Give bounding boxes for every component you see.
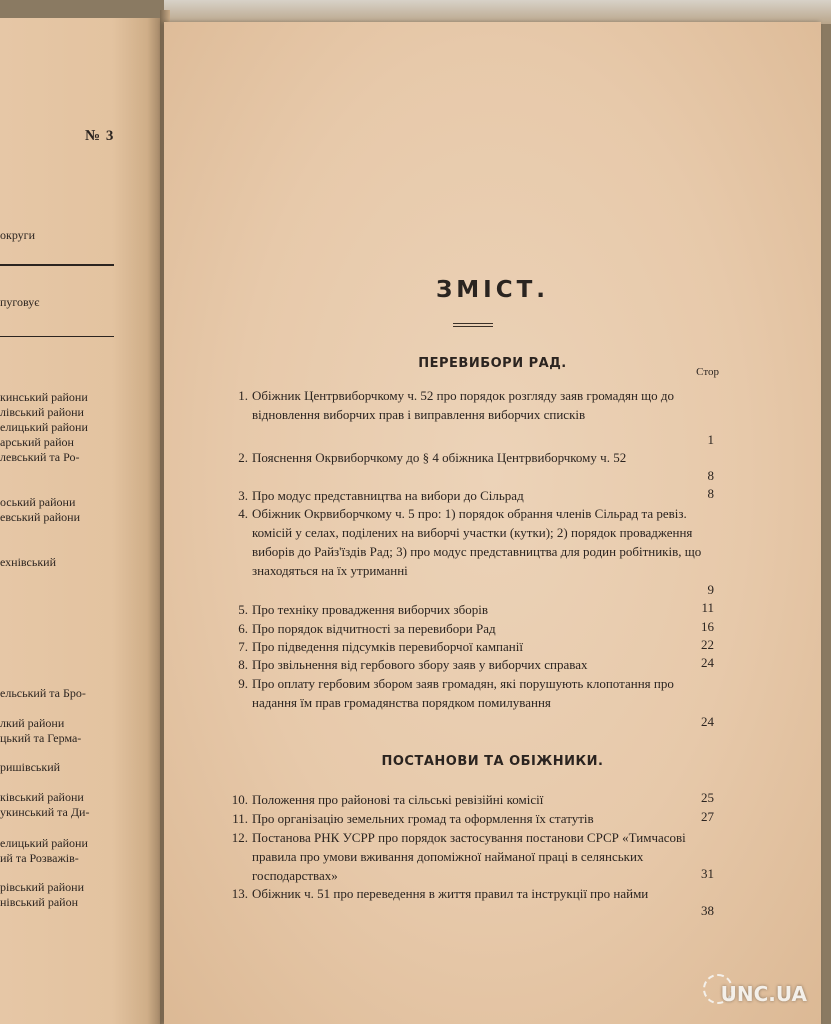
entry-text: Положення про районові та сільські ревізійні комісії — [252, 792, 544, 807]
entry-page: 24 — [701, 714, 714, 729]
left-fragment: укинський та Ди- — [0, 805, 90, 819]
left-fragment: кинський райони — [0, 390, 88, 404]
entry-text: Про підведення підсумків перевиборчої кампанії — [252, 639, 523, 654]
entry-number: 9. — [238, 676, 248, 691]
left-fragment: ельський та Бро- — [0, 686, 86, 700]
left-fragment: елицький райони — [0, 836, 88, 850]
left-page — [0, 18, 160, 1024]
left-divider — [0, 264, 114, 266]
toc-entry — [224, 884, 714, 903]
left-page-number: № 3 — [85, 128, 115, 144]
toc-entry — [224, 655, 714, 674]
toc-page — [164, 22, 821, 1024]
watermark-text: UNC.UA — [720, 982, 807, 1006]
toc-entry — [224, 809, 714, 828]
entry-number: 5. — [238, 602, 248, 617]
entry-page: 1 — [707, 432, 714, 447]
page-column-label: Стор — [696, 366, 719, 378]
left-fragment: лівський райони — [0, 405, 84, 419]
entry-text: Обіжник Окрвиборчкому ч. 5 про: 1) порядок обрання членів Сільрад та ревіз. комісій у селах, поділених на виборчі участки (кутки); 2) порядок провадження виборів до Райз'їздів Рад; 3) про модус представництва для родин робітників, що знаходяться на їх утриманні — [252, 506, 702, 578]
entry-page: 25 — [701, 790, 714, 805]
entry-page: 38 — [701, 903, 714, 918]
left-fragment: рівський райони — [0, 880, 84, 894]
section-heading: ПОСТАНОВИ ТА ОБІЖНИКИ. — [381, 754, 604, 769]
left-fragment: ехнівський — [0, 555, 56, 569]
entry-text: Пояснення Окрвиборчкому до § 4 обіжника Центрвиборчкому ч. 52 — [252, 450, 627, 465]
toc-entry — [224, 386, 714, 424]
left-fragment: елицький райони — [0, 420, 88, 434]
toc-entry — [224, 600, 714, 619]
section-heading: ПЕРЕВИБОРИ РАД. — [418, 356, 567, 371]
toc-entry — [224, 486, 714, 505]
title-underline — [453, 323, 493, 327]
left-fragment: евський райони — [0, 510, 80, 524]
entry-page: 9 — [707, 582, 714, 597]
toc-entry — [224, 619, 714, 638]
entry-number: 3. — [238, 488, 248, 503]
left-fragment: округи — [0, 228, 36, 242]
entry-text: Про порядок відчитності за перевибори Рад — [252, 621, 496, 636]
left-fragment: ришівський — [0, 760, 61, 774]
entry-text: Про організацію земельних громад та оформлення їх статутів — [252, 811, 594, 826]
entry-page: 31 — [701, 866, 714, 881]
entry-number: 8. — [238, 657, 248, 672]
left-fragment: лкий райони — [0, 716, 65, 730]
toc-entry — [224, 448, 714, 467]
entry-page: 11 — [701, 600, 714, 615]
left-fragment: цький та Герма- — [0, 731, 82, 745]
entry-page: 16 — [701, 619, 714, 634]
toc-entry — [224, 674, 714, 712]
entry-page: 24 — [701, 655, 714, 670]
entry-number: 13. — [231, 886, 248, 901]
entry-page: 8 — [707, 468, 714, 483]
entry-page: 22 — [701, 637, 714, 652]
toc-title: ЗМІСТ. — [435, 277, 550, 303]
entry-text: Про звільнення від гербового збору заяв у виборчих справах — [252, 657, 588, 672]
page-top-edge — [164, 0, 831, 24]
left-divider — [0, 336, 114, 337]
left-fragment: пуговує — [0, 295, 40, 309]
left-fragment: ківський райони — [0, 790, 84, 804]
entry-number: 1. — [238, 388, 248, 403]
entry-number: 10. — [231, 792, 248, 807]
entry-number: 6. — [238, 621, 248, 636]
left-fragment: оський райони — [0, 495, 76, 509]
entry-text: Про модус представництва на вибори до Сільрад — [252, 488, 524, 503]
entry-number: 11. — [232, 811, 248, 826]
entry-text: Обіжник ч. 51 про переведення в життя правил та інструкції про найми — [252, 886, 649, 901]
toc-entry — [224, 637, 714, 656]
entry-text: Постанова РНК УСРР про порядок застосування постанови СРСР «Тимчасові правила про умови вживання допоміжної найманої праці в селянських господарствах» — [252, 830, 686, 883]
left-fragment: ий та Розважів- — [0, 851, 79, 865]
entry-text: Обіжник Центрвиборчкому ч. 52 про порядок розгляду заяв громадян що до відновлення виборчих прав і виправлення виборчих списків — [252, 388, 675, 422]
entry-page: 27 — [701, 809, 714, 824]
entry-number: 12. — [231, 830, 248, 845]
entry-text: Про оплату гербовим збором заяв громадян, які порушують клопотання про надання їм прав громадянства порядком помилування — [252, 676, 674, 710]
toc-entry — [224, 504, 714, 580]
toc-entry — [224, 828, 714, 885]
entry-text: Про техніку провадження виборчих зборів — [252, 602, 489, 617]
toc-entry — [224, 790, 714, 809]
entry-number: 2. — [238, 450, 248, 465]
left-fragment: нівський район — [0, 895, 78, 909]
entry-number: 7. — [238, 639, 248, 654]
entry-number: 4. — [238, 506, 248, 521]
left-fragment: левський та Ро- — [0, 450, 80, 464]
entry-page: 8 — [707, 486, 714, 501]
left-fragment: арський район — [0, 435, 74, 449]
